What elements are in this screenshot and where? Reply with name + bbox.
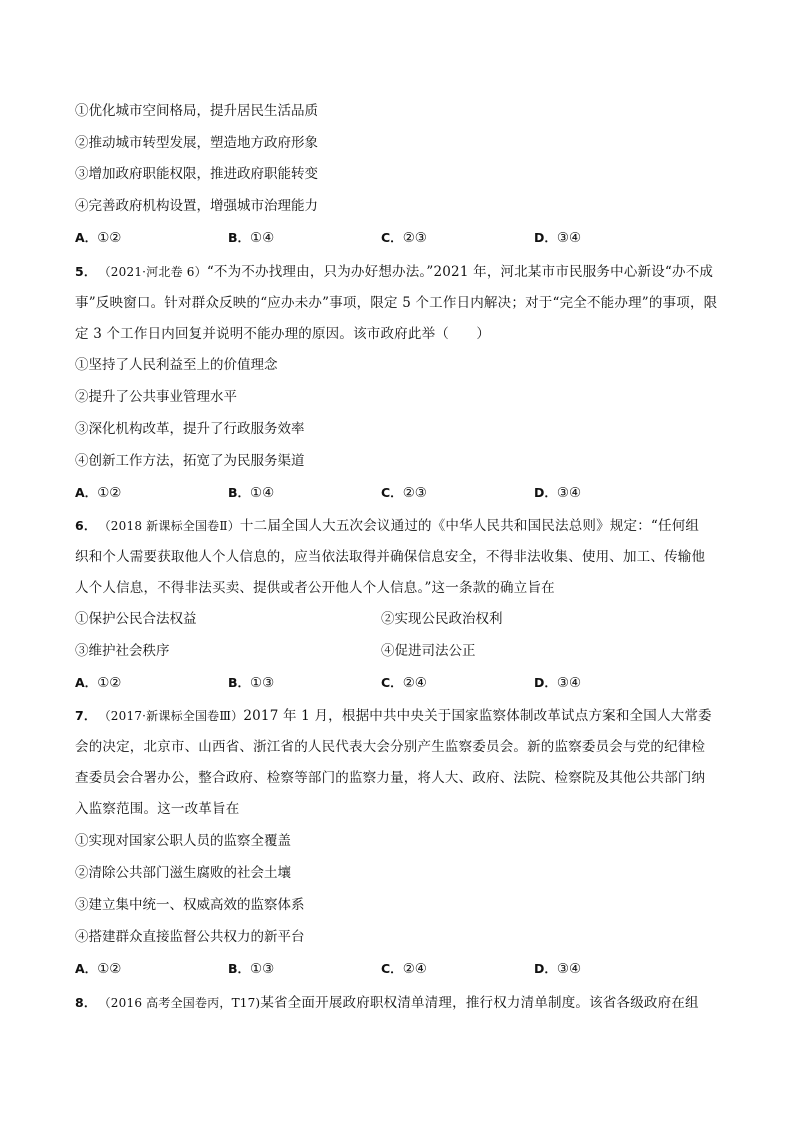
q7-statement-2: ②清除公共部门滋生腐败的社会土壤 bbox=[75, 865, 291, 881]
q5-choice-b[interactable]: B．①④ bbox=[228, 485, 275, 501]
q6-source: （2018 新课标全国卷Ⅱ） bbox=[104, 519, 240, 533]
q7-source: （2017·新课标全国卷Ⅲ） bbox=[104, 709, 244, 723]
q6-statement-2: ②实现公民政治权利 bbox=[381, 611, 503, 627]
q4-statement-1: ①优化城市空间格局，提升居民生活品质 bbox=[75, 103, 318, 119]
q6-statement-3: ③维护社会秩序 bbox=[75, 643, 170, 659]
q5-choice-c[interactable]: C．②③ bbox=[381, 485, 427, 501]
q5-choice-a[interactable]: A．①② bbox=[75, 485, 122, 501]
q6-stem-line-2: 织和个人需要获取他人个人信息的，应当依法取得并确保信息安全，不得非法收集、使用、加工、传输他 bbox=[75, 549, 706, 565]
q6-choice-a[interactable]: A．①② bbox=[75, 675, 122, 691]
q7-stem-line-3: 查委员会合署办公，整合政府、检察等部门的监察力量，将人大、政府、法院、检察院及其他公共部门纳 bbox=[75, 770, 706, 786]
q6-stem-line-1: 6． （2018 新课标全国卷Ⅱ）十二届全国人大五次会议通过的《中华人民共和国民法总则》规定：“任何组 bbox=[75, 518, 700, 534]
q7-choice-c[interactable]: C．②④ bbox=[381, 961, 427, 977]
q4-statement-3: ③增加政府职能权限，推进政府职能转变 bbox=[75, 166, 318, 182]
q7-number: 7． bbox=[75, 708, 97, 723]
q5-choice-d[interactable]: D．③④ bbox=[534, 485, 582, 501]
q7-statement-1: ①实现对国家公职人员的监察全覆盖 bbox=[75, 833, 291, 849]
q7-choice-b[interactable]: B．①③ bbox=[228, 961, 275, 977]
q5-statement-1: ①坚持了人民利益至上的价值理念 bbox=[75, 357, 278, 373]
q6-number: 6． bbox=[75, 518, 97, 533]
q5-stem-line-3: 定 3 个工作日内回复并说明不能办理的原因。该市政府此举（ ） bbox=[75, 326, 491, 342]
q4-statement-4: ④完善政府机构设置，增强城市治理能力 bbox=[75, 198, 318, 214]
q5-statement-4: ④创新工作方法，拓宽了为民服务渠道 bbox=[75, 453, 305, 469]
q6-stem-line-3: 人个人信息，不得非法买卖、提供或者公开他人个人信息。”这一条款的确立旨在 bbox=[75, 580, 555, 596]
q6-choice-b[interactable]: B．①③ bbox=[228, 675, 275, 691]
q8-number: 8． bbox=[75, 995, 97, 1010]
q5-source: （2021·河北卷 6） bbox=[104, 265, 207, 279]
q5-statement-2: ②提升了公共事业管理水平 bbox=[75, 389, 237, 405]
q5-stem-line-1: 5． （2021·河北卷 6）“不为不办找理由，只为办好想办法。”2021 年，河北某市市民服务中心新设“办不成 bbox=[75, 264, 714, 280]
q4-choice-b[interactable]: B．①④ bbox=[228, 230, 275, 246]
q7-stem-line-1: 7． （2017·新课标全国卷Ⅲ）2017 年 1 月，根据中共中央关于国家监察体制改革试点方案和全国人大常委 bbox=[75, 708, 712, 724]
q7-statement-4: ④搭建群众直接监督公共权力的新平台 bbox=[75, 929, 305, 945]
q6-statement-4: ④促进司法公正 bbox=[381, 643, 476, 659]
q6-choice-d[interactable]: D．③④ bbox=[534, 675, 582, 691]
q7-statement-3: ③建立集中统一、权威高效的监察体系 bbox=[75, 897, 305, 913]
q7-choice-d[interactable]: D．③④ bbox=[534, 961, 582, 977]
q7-stem-line-2: 会的决定，北京市、山西省、浙江省的人民代表大会分别产生监察委员会。新的监察委员会与党的纪律检 bbox=[75, 739, 706, 755]
q7-choice-a[interactable]: A．①② bbox=[75, 961, 122, 977]
q4-statement-2: ②推动城市转型发展，塑造地方政府形象 bbox=[75, 135, 318, 151]
q6-statement-1: ①保护公民合法权益 bbox=[75, 611, 197, 627]
q5-statement-3: ③深化机构改革，提升了行政服务效率 bbox=[75, 421, 305, 437]
q8-stem-line-1: 8． （2016 高考全国卷丙，T17)某省全面开展政府职权清单清理，推行权力清单制度。该省各级政府在组 bbox=[75, 995, 699, 1011]
q5-number: 5． bbox=[75, 264, 97, 279]
q6-choice-c[interactable]: C．②④ bbox=[381, 675, 427, 691]
q5-stem-line-2: 事”反映窗口。针对群众反映的“应办未办”事项，限定 5 个工作日内解决；对于“完全不能办理”的事项，限 bbox=[75, 295, 718, 311]
q7-stem-line-4: 入监察范围。这一改革旨在 bbox=[75, 801, 240, 817]
q4-choice-c[interactable]: C．②③ bbox=[381, 230, 427, 246]
q4-choice-d[interactable]: D．③④ bbox=[534, 230, 582, 246]
q4-choice-a[interactable]: A．①② bbox=[75, 230, 122, 246]
q8-source: （2016 高考全国卷丙，T17) bbox=[104, 996, 261, 1010]
